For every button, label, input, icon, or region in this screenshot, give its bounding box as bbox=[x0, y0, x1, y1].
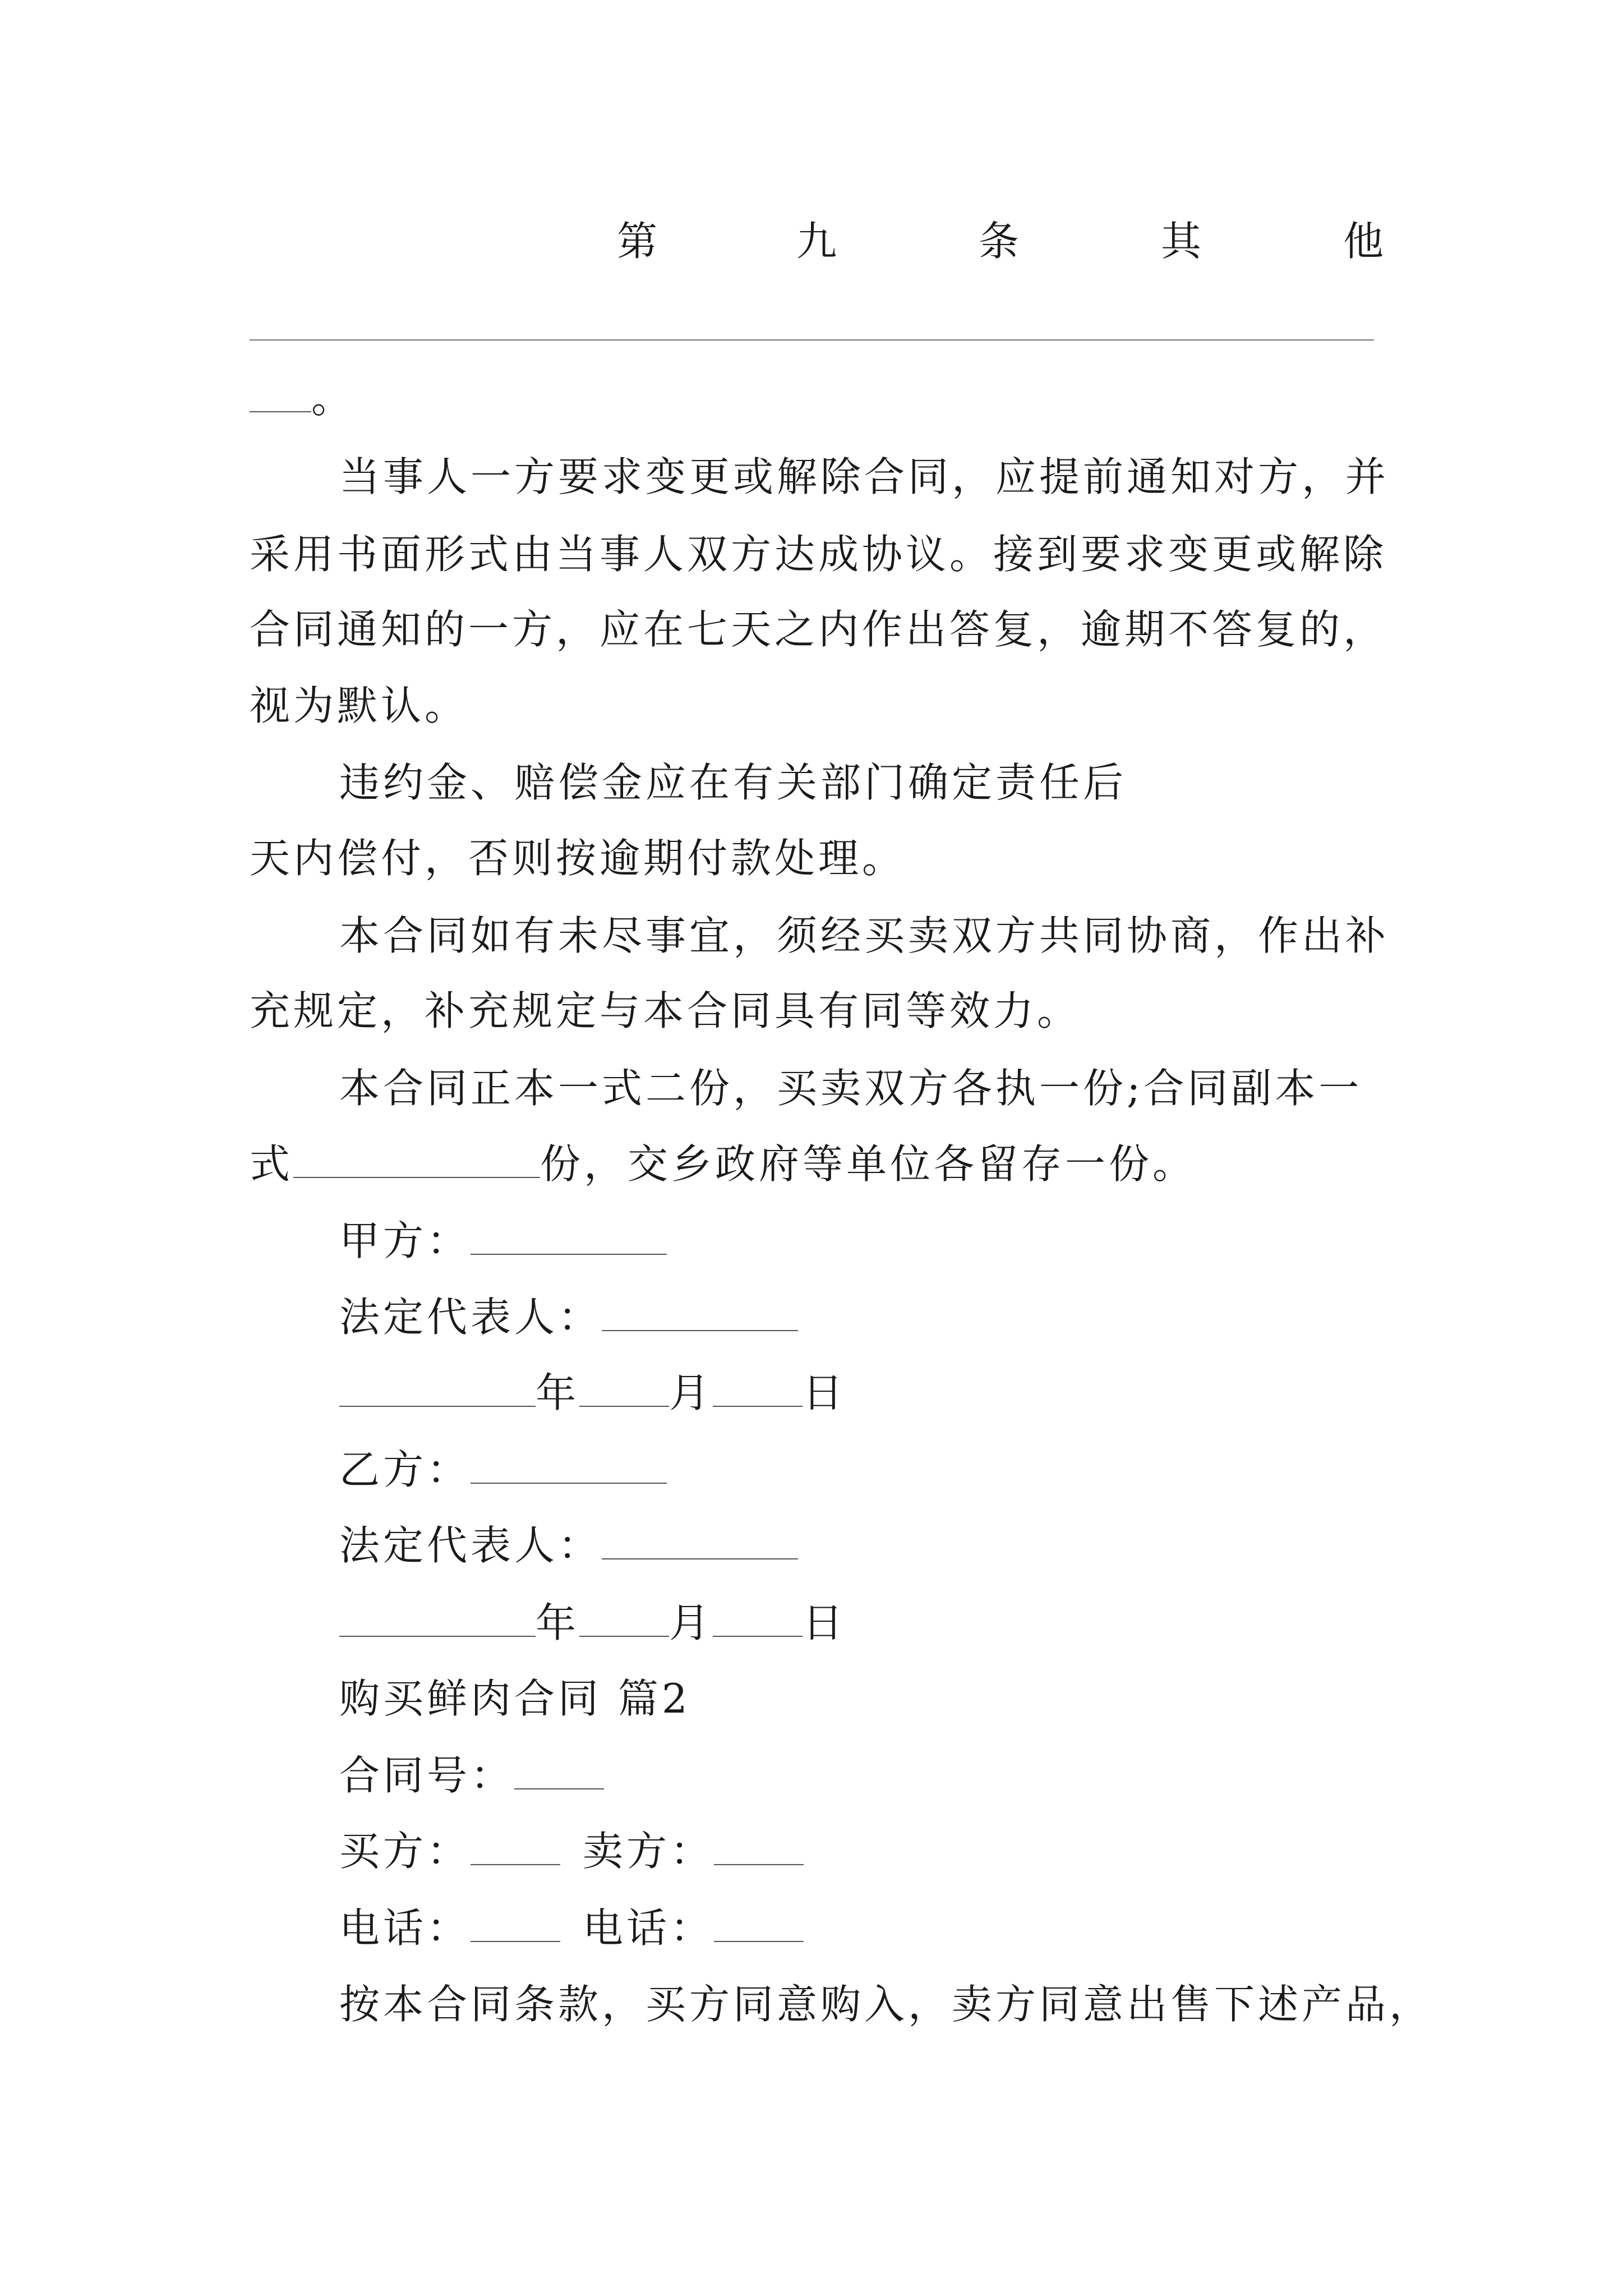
year-blank bbox=[339, 1602, 536, 1637]
day-label: 日 bbox=[803, 1369, 847, 1416]
party-a-label: 甲方： bbox=[339, 1217, 471, 1264]
legal-rep-a-blank bbox=[602, 1296, 798, 1331]
heading-char-1: 第 bbox=[617, 218, 658, 265]
paragraph-2-line-1: 违约金、赔偿金应在有关部门确定责任后 bbox=[339, 759, 1127, 806]
month-label: 月 bbox=[669, 1369, 713, 1416]
paragraph-1-line-2: 采用书面形式由当事人双方达成协议。接到要求变更或解除 bbox=[250, 531, 1387, 578]
party-a-blank bbox=[471, 1220, 667, 1255]
paragraph-3-line-2: 充规定，补充规定与本合同具有同等效力。 bbox=[250, 987, 1081, 1034]
month-blank bbox=[579, 1372, 669, 1407]
buyer-label: 买方： bbox=[339, 1828, 471, 1875]
paragraph-1-line-3: 合同通知的一方，应在七天之内作出答复，逾期不答复的， bbox=[250, 606, 1387, 653]
text-fragment: 份，交乡政府等单位各留存一份。 bbox=[540, 1140, 1197, 1188]
text-fragment: 式 bbox=[250, 1140, 294, 1188]
legal-rep-b-line bbox=[339, 1517, 798, 1573]
copies-blank bbox=[293, 1143, 540, 1178]
heading-char-5: 他 bbox=[1343, 218, 1384, 265]
year-label: 年 bbox=[536, 1369, 580, 1416]
contract-number-blank bbox=[514, 1755, 604, 1789]
buyer-phone-label: 电话： bbox=[339, 1904, 471, 1952]
legal-rep-a-line bbox=[339, 1289, 798, 1345]
paragraph-4-line-1: 本合同正本一式二份，买卖双方各执一份;合同副本一 bbox=[339, 1065, 1363, 1112]
blank-field bbox=[250, 378, 311, 412]
section-2-title: 购买鲜肉合同 篇2 bbox=[339, 1675, 691, 1722]
party-a-line bbox=[339, 1213, 667, 1269]
blank-line-short bbox=[250, 370, 355, 426]
buyer-seller-line bbox=[339, 1823, 804, 1879]
day-blank bbox=[713, 1372, 803, 1407]
paragraph-1-line-1: 当事人一方要求变更或解除合同，应提前通知对方，并 bbox=[339, 453, 1390, 500]
heading-char-4: 其 bbox=[1161, 218, 1202, 265]
legal-rep-a-label: 法定代表人： bbox=[339, 1294, 602, 1341]
legal-rep-b-blank bbox=[602, 1525, 798, 1559]
buyer-blank bbox=[471, 1830, 560, 1865]
day-blank bbox=[713, 1602, 803, 1637]
paragraph-3-line-1: 本合同如有未尽事宜，须经买卖双方共同协商，作出补 bbox=[339, 912, 1390, 959]
paragraph-4-line-2 bbox=[250, 1136, 1196, 1192]
paragraph-1-line-4: 视为默认。 bbox=[250, 682, 469, 729]
buyer-phone-blank bbox=[471, 1907, 560, 1942]
phone-line bbox=[339, 1900, 804, 1956]
date-a-line bbox=[339, 1365, 846, 1421]
paragraph-2-line-2: 天内偿付，否则按逾期付款处理。 bbox=[250, 835, 906, 882]
section-2-intro: 按本合同条款，买方同意购入，卖方同意出售下述产品， bbox=[339, 1981, 1433, 2028]
seller-phone-blank bbox=[714, 1907, 804, 1942]
date-b-line bbox=[339, 1595, 846, 1651]
contract-number-line bbox=[339, 1747, 604, 1803]
legal-rep-b-label: 法定代表人： bbox=[339, 1522, 602, 1569]
seller-label: 卖方： bbox=[583, 1828, 714, 1875]
party-b-label: 乙方： bbox=[339, 1446, 471, 1493]
month-label: 月 bbox=[669, 1599, 713, 1646]
seller-phone-label: 电话： bbox=[583, 1904, 714, 1952]
party-b-line bbox=[339, 1442, 667, 1498]
heading-char-2: 九 bbox=[796, 218, 837, 265]
day-label: 日 bbox=[803, 1599, 847, 1646]
heading-char-3: 条 bbox=[979, 218, 1020, 265]
seller-blank bbox=[714, 1830, 804, 1865]
contract-number-label: 合同号： bbox=[339, 1752, 515, 1799]
party-b-blank bbox=[471, 1449, 667, 1484]
month-blank bbox=[579, 1602, 669, 1637]
period-mark: 。 bbox=[311, 375, 356, 422]
year-label: 年 bbox=[536, 1599, 580, 1646]
year-blank bbox=[339, 1372, 536, 1407]
blank-line-long bbox=[250, 339, 1374, 341]
